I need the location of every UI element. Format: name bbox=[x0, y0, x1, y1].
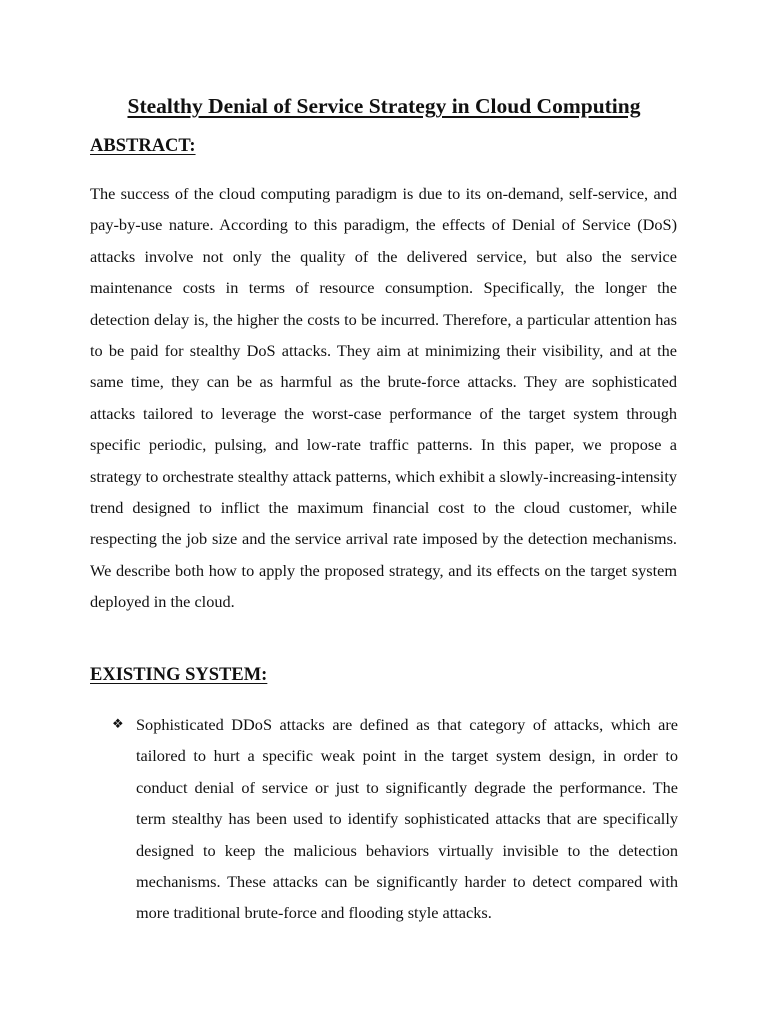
existing-system-heading: EXISTING SYSTEM: bbox=[90, 665, 268, 685]
list-item-text: Sophisticated DDoS attacks are defined as that category of attacks, which are tailored to hurt a specific weak point in the target system design, in order to conduct denial of service or just to significantly degrade the performance. The term stealthy has been used to identify sophisticated attacks that are specifically designed to keep the malicious behaviors virtually invisible to the detection mechanisms. These attacks can be significantly harder to detect compared with more traditional brute-force and flooding style attacks. bbox=[136, 715, 678, 923]
existing-system-list bbox=[112, 709, 678, 929]
abstract-paragraph: The success of the cloud computing paradigm is due to its on-demand, self-service, and pay-by-use nature. According to this paradigm, the effects of Denial of Service (DoS) attacks involve not only the quality of the delivered service, but also the service maintenance costs in terms of resource consumption. Specifically, the longer the detection delay is, the higher the costs to be incurred. Therefore, a particular attention has to be paid for stealthy DoS attacks. They aim at minimizing their visibility, and at the same time, they can be as harmful as the brute-force attacks. They are sophisticated attacks tailored to leverage the worst-case performance of the target system through specific periodic, pulsing, and low-rate traffic patterns. In this paper, we propose a strategy to orchestrate stealthy attack patterns, which exhibit a slowly-increasing-intensity trend designed to inflict the maximum financial cost to the cloud customer, while respecting the job size and the service arrival rate imposed by the detection mechanisms. We describe both how to apply the proposed strategy, and its effects on the target system deployed in the cloud. bbox=[90, 184, 677, 612]
abstract-heading: ABSTRACT: bbox=[90, 136, 196, 156]
document-title: Stealthy Denial of Service Strategy in Cloud Computing bbox=[127, 94, 641, 118]
diamond-bullet-icon: ❖ bbox=[112, 717, 124, 732]
list-item bbox=[112, 709, 678, 929]
